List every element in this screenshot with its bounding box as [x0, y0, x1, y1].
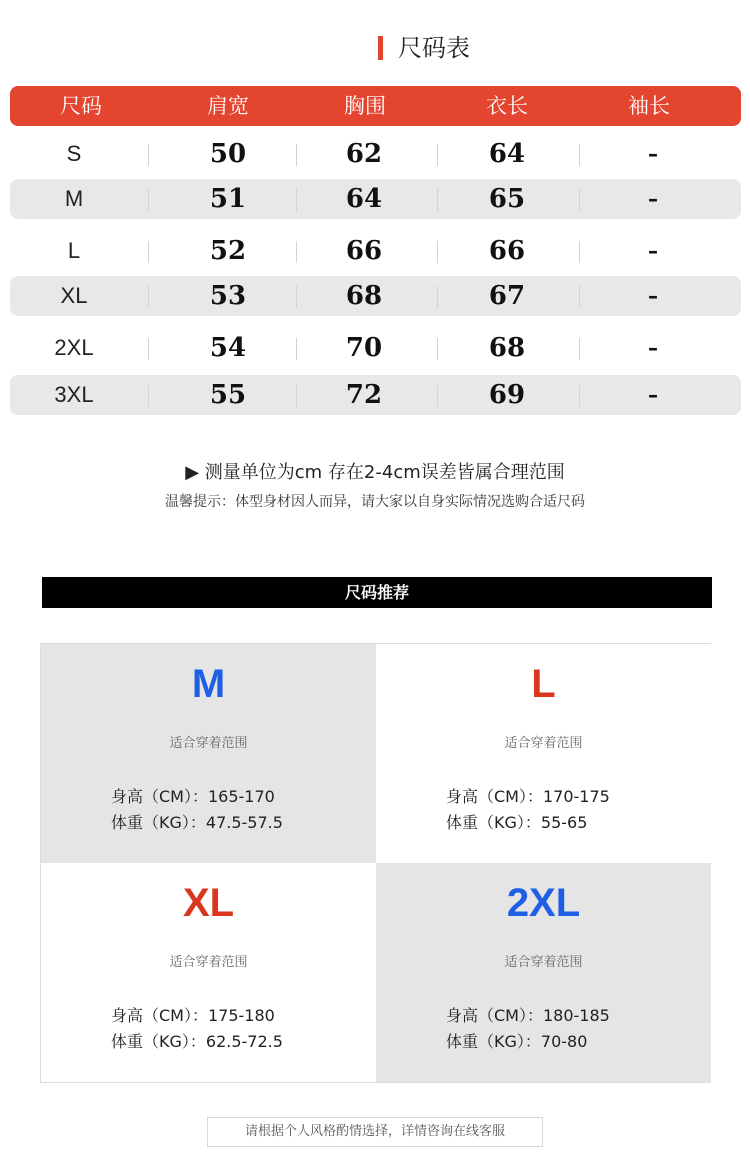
header-chest: 胸围 [344, 94, 386, 118]
row-shoulder: 55 [209, 380, 247, 410]
card-size-label: 2XL [506, 881, 581, 925]
recommend-title-bar: 尺码推荐 [42, 577, 712, 608]
table-row [10, 134, 741, 174]
row-sleeve: – [648, 187, 658, 211]
table-row [10, 231, 741, 271]
cell-divider [148, 286, 149, 308]
row-length: 68 [488, 333, 526, 363]
tip-note: 温馨提示：体型身材因人而异，请大家以自身实际情况选购合适尺码 [165, 494, 585, 510]
row-length: 66 [488, 236, 526, 266]
row-shoulder: 51 [209, 184, 247, 214]
card-size-label: M [191, 662, 226, 706]
card-weight: 体重（KG）：70-80 [446, 1032, 588, 1051]
card-weight: 体重（KG）：62.5-72.5 [111, 1032, 283, 1051]
row-sleeve: – [648, 336, 658, 360]
row-length: 69 [488, 380, 526, 410]
table-row [10, 328, 741, 368]
row-chest: 62 [345, 139, 383, 169]
row-size: 3XL [54, 382, 94, 407]
row-shoulder: 50 [209, 139, 247, 169]
row-chest: 72 [345, 380, 383, 410]
row-sleeve: – [648, 383, 658, 407]
footer-note: 请根据个人风格酌情选择，详情咨询在线客服 [207, 1117, 543, 1147]
row-size: S [66, 141, 82, 166]
cell-divider [148, 241, 149, 263]
row-length: 64 [488, 139, 526, 169]
row-length: 67 [488, 281, 526, 311]
recommend-card-xl [41, 863, 376, 1082]
recommend-card-2xl [376, 863, 711, 1082]
row-chest: 70 [345, 333, 383, 363]
row-shoulder: 52 [209, 236, 247, 266]
row-length: 65 [488, 184, 526, 214]
page-title: 尺码表 [398, 34, 470, 62]
row-chest: 68 [345, 281, 383, 311]
card-height: 身高（CM）：170-175 [446, 787, 610, 806]
card-weight: 体重（KG）：47.5-57.5 [111, 813, 283, 832]
recommend-card-m [41, 644, 376, 863]
row-sleeve: – [648, 284, 658, 308]
cell-divider [148, 144, 149, 166]
row-sleeve: – [648, 142, 658, 166]
title-accent-bar [378, 36, 383, 60]
table-row [10, 179, 741, 219]
row-size: 2XL [54, 335, 94, 360]
card-subtitle: 适合穿着范围 [169, 736, 248, 751]
row-shoulder: 54 [209, 333, 247, 363]
header-size: 尺码 [60, 94, 102, 118]
recommend-card-l [376, 644, 711, 863]
table-row [10, 276, 741, 316]
row-shoulder: 53 [209, 281, 247, 311]
recommend-grid [40, 643, 711, 1083]
header-sleeve: 袖长 [628, 94, 670, 118]
card-height: 身高（CM）：180-185 [446, 1006, 610, 1025]
row-size: L [67, 238, 81, 263]
size-chart-title [0, 32, 750, 66]
size-table-header [10, 86, 741, 126]
card-size-label: L [531, 662, 556, 706]
card-weight: 体重（KG）：55-65 [446, 813, 588, 832]
header-length: 衣长 [486, 94, 528, 118]
row-size: M [64, 186, 84, 211]
cell-divider [148, 189, 149, 211]
cell-divider [148, 385, 149, 407]
row-chest: 66 [345, 236, 383, 266]
card-subtitle: 适合穿着范围 [504, 736, 583, 751]
row-size: XL [60, 283, 88, 308]
measurement-note: ▶ 测量单位为cm 存在2-4cm误差皆属合理范围 [185, 462, 565, 483]
card-height: 身高（CM）：175-180 [111, 1006, 275, 1025]
cell-divider [148, 338, 149, 360]
card-subtitle: 适合穿着范围 [504, 955, 583, 970]
card-size-label: XL [182, 881, 235, 925]
card-subtitle: 适合穿着范围 [169, 955, 248, 970]
header-shoulder: 肩宽 [207, 94, 249, 118]
row-chest: 64 [345, 184, 383, 214]
card-height: 身高（CM）：165-170 [111, 787, 275, 806]
row-sleeve: – [648, 239, 658, 263]
table-row [10, 375, 741, 415]
